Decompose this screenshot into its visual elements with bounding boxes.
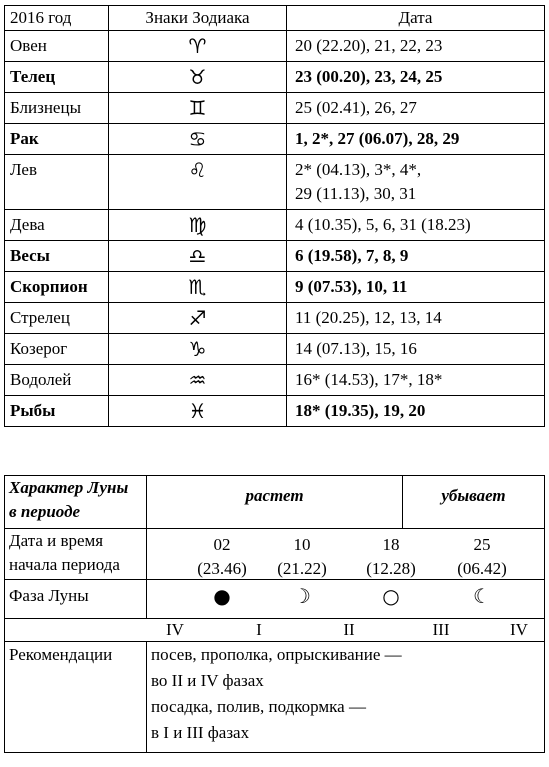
moon-character-label-line2: в периоде — [9, 502, 81, 521]
period-time: (23.46) — [197, 559, 247, 578]
sign-dates: 9 (07.53), 10, 11 — [287, 272, 545, 303]
moon-table — [4, 475, 545, 753]
sign-dates: 11 (20.25), 12, 13, 14 — [287, 303, 545, 334]
gemini-icon: ♊ — [109, 93, 287, 124]
period-time: (12.28) — [366, 559, 416, 578]
sign-dates: 25 (02.41), 26, 27 — [287, 93, 545, 124]
phase-numeral: IV — [166, 620, 184, 639]
sign-name: Овен — [5, 31, 109, 62]
period-day: 25 — [473, 535, 491, 554]
phase-glyphs — [147, 580, 545, 619]
phase-numerals-row — [5, 619, 545, 642]
zodiac-header-row — [5, 6, 545, 31]
table-row — [5, 303, 545, 334]
moon-character-label-line1: Характер Луны — [9, 478, 129, 497]
first-quarter-moon-icon: ☽ — [293, 584, 311, 608]
recommendations-label: Рекомендации — [5, 642, 147, 753]
phase-numeral: II — [343, 620, 355, 639]
sign-name: Козерог — [5, 334, 109, 365]
table-row — [5, 365, 545, 396]
moon-character-label — [5, 476, 147, 529]
recommendations-text — [147, 642, 545, 753]
phase-numeral: I — [256, 620, 262, 639]
recommendations-row — [5, 642, 545, 753]
phase-numeral: IV — [510, 620, 528, 639]
taurus-icon: ♉ — [109, 62, 287, 93]
full-moon-icon: ○ — [382, 584, 400, 608]
growing-label: растет — [147, 476, 403, 529]
libra-icon: ♎ — [109, 241, 287, 272]
sign-name: Рак — [5, 124, 109, 155]
period-date — [177, 533, 267, 581]
phase-row — [5, 580, 545, 619]
table-row — [5, 272, 545, 303]
sign-dates: 20 (22.20), 21, 22, 23 — [287, 31, 545, 62]
recommendation-line: посадка, полив, подкормка — — [151, 697, 366, 716]
period-label-line2: начала периода — [9, 555, 120, 574]
sign-dates: 23 (00.20), 23, 24, 25 — [287, 62, 545, 93]
table-row — [5, 241, 545, 272]
sign-name: Близнецы — [5, 93, 109, 124]
sign-dates: 4 (10.35), 5, 6, 31 (18.23) — [287, 210, 545, 241]
sagittarius-icon: ♐ — [109, 303, 287, 334]
sign-dates: 18* (19.35), 19, 20 — [287, 396, 545, 427]
capricorn-icon: ♑ — [109, 334, 287, 365]
sign-dates-line: 2* (04.13), 3*, 4*, — [295, 160, 422, 179]
header-year: 2016 год — [5, 6, 109, 31]
sign-dates-line: 29 (11.13), 30, 31 — [295, 184, 417, 203]
period-day: 18 — [382, 535, 400, 554]
period-day: 10 — [293, 535, 311, 554]
period-date — [437, 533, 527, 581]
sign-dates: 16* (14.53), 17*, 18* — [287, 365, 545, 396]
sign-name: Рыбы — [5, 396, 109, 427]
recommendation-line: посев, прополка, опрыскивание — — [151, 645, 402, 664]
sign-name: Дева — [5, 210, 109, 241]
phase-numerals — [5, 619, 545, 642]
recommendation-line: в I и III фазах — [151, 723, 250, 742]
virgo-icon: ♍ — [109, 210, 287, 241]
sign-name: Весы — [5, 241, 109, 272]
aries-icon: ♈ — [109, 31, 287, 62]
sign-name: Водолей — [5, 365, 109, 396]
last-quarter-moon-icon: ☾ — [473, 584, 491, 608]
period-label-line1: Дата и время — [9, 531, 104, 550]
table-row — [5, 93, 545, 124]
period-time: (06.42) — [457, 559, 507, 578]
sign-dates — [287, 155, 545, 210]
sign-name: Скорпион — [5, 272, 109, 303]
sign-name: Лев — [5, 155, 109, 210]
recommendation-line: во II и IV фазах — [151, 671, 264, 690]
header-signs: Знаки Зодиака — [109, 6, 287, 31]
phase-label: Фаза Луны — [5, 580, 147, 619]
sign-name: Телец — [5, 62, 109, 93]
scorpio-icon: ♏ — [109, 272, 287, 303]
new-moon-icon: ● — [213, 584, 231, 608]
sign-dates: 14 (07.13), 15, 16 — [287, 334, 545, 365]
sign-name: Стрелец — [5, 303, 109, 334]
aquarius-icon: ♒ — [109, 365, 287, 396]
cancer-icon: ♋ — [109, 124, 287, 155]
waning-label: убывает — [403, 476, 545, 529]
header-dates: Дата — [287, 6, 545, 31]
sign-dates: 6 (19.58), 7, 8, 9 — [287, 241, 545, 272]
period-dates — [147, 529, 545, 580]
table-row — [5, 124, 545, 155]
period-date — [257, 533, 347, 581]
moon-header-row — [5, 476, 545, 529]
table-row — [5, 210, 545, 241]
table-row — [5, 396, 545, 427]
phase-numeral: III — [432, 620, 450, 639]
table-row — [5, 334, 545, 365]
period-label — [5, 529, 147, 580]
table-row — [5, 62, 545, 93]
period-date — [346, 533, 436, 581]
period-time: (21.22) — [277, 559, 327, 578]
leo-icon: ♌ — [109, 155, 287, 210]
period-day: 02 — [213, 535, 231, 554]
period-row — [5, 529, 545, 580]
sign-dates: 1, 2*, 27 (06.07), 28, 29 — [287, 124, 545, 155]
table-row — [5, 155, 545, 210]
zodiac-table — [4, 5, 545, 427]
table-row — [5, 31, 545, 62]
pisces-icon: ♓ — [109, 396, 287, 427]
